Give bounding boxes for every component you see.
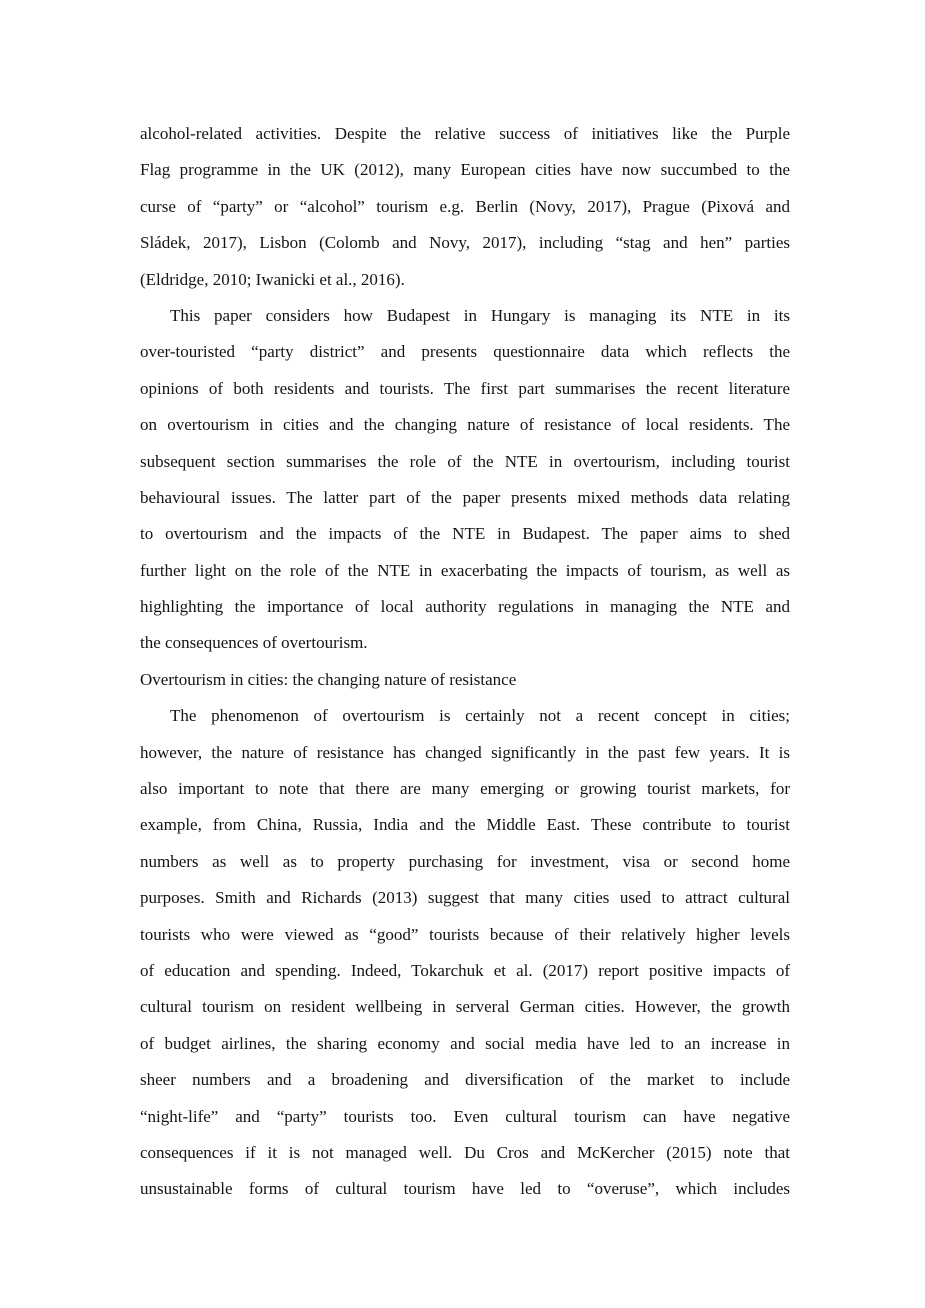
text-line: unsustainable forms of cultural tourism have led to “overuse”, which includes	[140, 1179, 790, 1199]
text-line: cultural tourism on resident wellbeing in serveral German cities. However, the growth	[140, 997, 790, 1017]
text-line: The phenomenon of overtourism is certainly not a recent concept in cities;	[170, 706, 790, 726]
text-line: “night-life” and “party” tourists too. Even cultural tourism can have negative	[140, 1106, 790, 1126]
text-line: example, from China, Russia, India and the Middle East. These contribute to tourist	[140, 815, 790, 835]
text-line: curse of “party” or “alcohol” tourism e.g. Berlin (Novy, 2017), Prague (Pixová and	[140, 196, 790, 216]
text-line: consequences if it is not managed well. Du Cros and McKercher (2015) note that	[140, 1142, 790, 1162]
text-line: numbers as well as to property purchasing for investment, visa or second home	[140, 851, 790, 871]
page-content	[140, 116, 790, 1208]
section-heading: Overtourism in cities: the changing nature of resistance	[140, 669, 517, 689]
text-line: however, the nature of resistance has changed significantly in the past few years. It is	[140, 742, 790, 762]
text-line: opinions of both residents and tourists. The first part summarises the recent literature	[140, 378, 790, 398]
text-line: alcohol-related activities. Despite the relative success of initiatives like the Purple	[140, 124, 790, 143]
text-line: to overtourism and the impacts of the NTE in Budapest. The paper aims to shed	[140, 524, 790, 544]
text-line: Flag programme in the UK (2012), many European cities have now succumbed to the	[140, 160, 790, 180]
text-line: sheer numbers and a broadening and diversification of the market to include	[140, 1070, 790, 1090]
text-line: (Eldridge, 2010; Iwanicki et al., 2016).	[140, 269, 405, 289]
text-line: of education and spending. Indeed, Tokarchuk et al. (2017) report positive impacts of	[140, 960, 790, 980]
text-line: Sládek, 2017), Lisbon (Colomb and Novy, 2017), including “stag and hen” parties	[140, 233, 790, 253]
text-line: also important to note that there are many emerging or growing tourist markets, for	[140, 779, 790, 799]
text-line: subsequent section summarises the role of the NTE in overtourism, including tourist	[140, 451, 790, 471]
text-line: over-touristed “party district” and presents questionnaire data which reflects the	[140, 342, 790, 362]
text-line: behavioural issues. The latter part of the paper presents mixed methods data relating	[140, 487, 790, 507]
text-line: highlighting the importance of local authority regulations in managing the NTE and	[140, 597, 790, 617]
text-line: This paper considers how Budapest in Hungary is managing its NTE in its	[170, 305, 790, 325]
text-line: of budget airlines, the sharing economy and social media have led to an increase in	[140, 1033, 790, 1053]
text-line: further light on the role of the NTE in exacerbating the impacts of tourism, as well as	[140, 560, 790, 580]
text-line: purposes. Smith and Richards (2013) suggest that many cities used to attract cultural	[140, 888, 790, 908]
text-line: tourists who were viewed as “good” tourists because of their relatively higher levels	[140, 924, 790, 944]
text-line: on overtourism in cities and the changing nature of resistance of local residents. The	[140, 415, 790, 435]
text-line: the consequences of overtourism.	[140, 633, 368, 653]
